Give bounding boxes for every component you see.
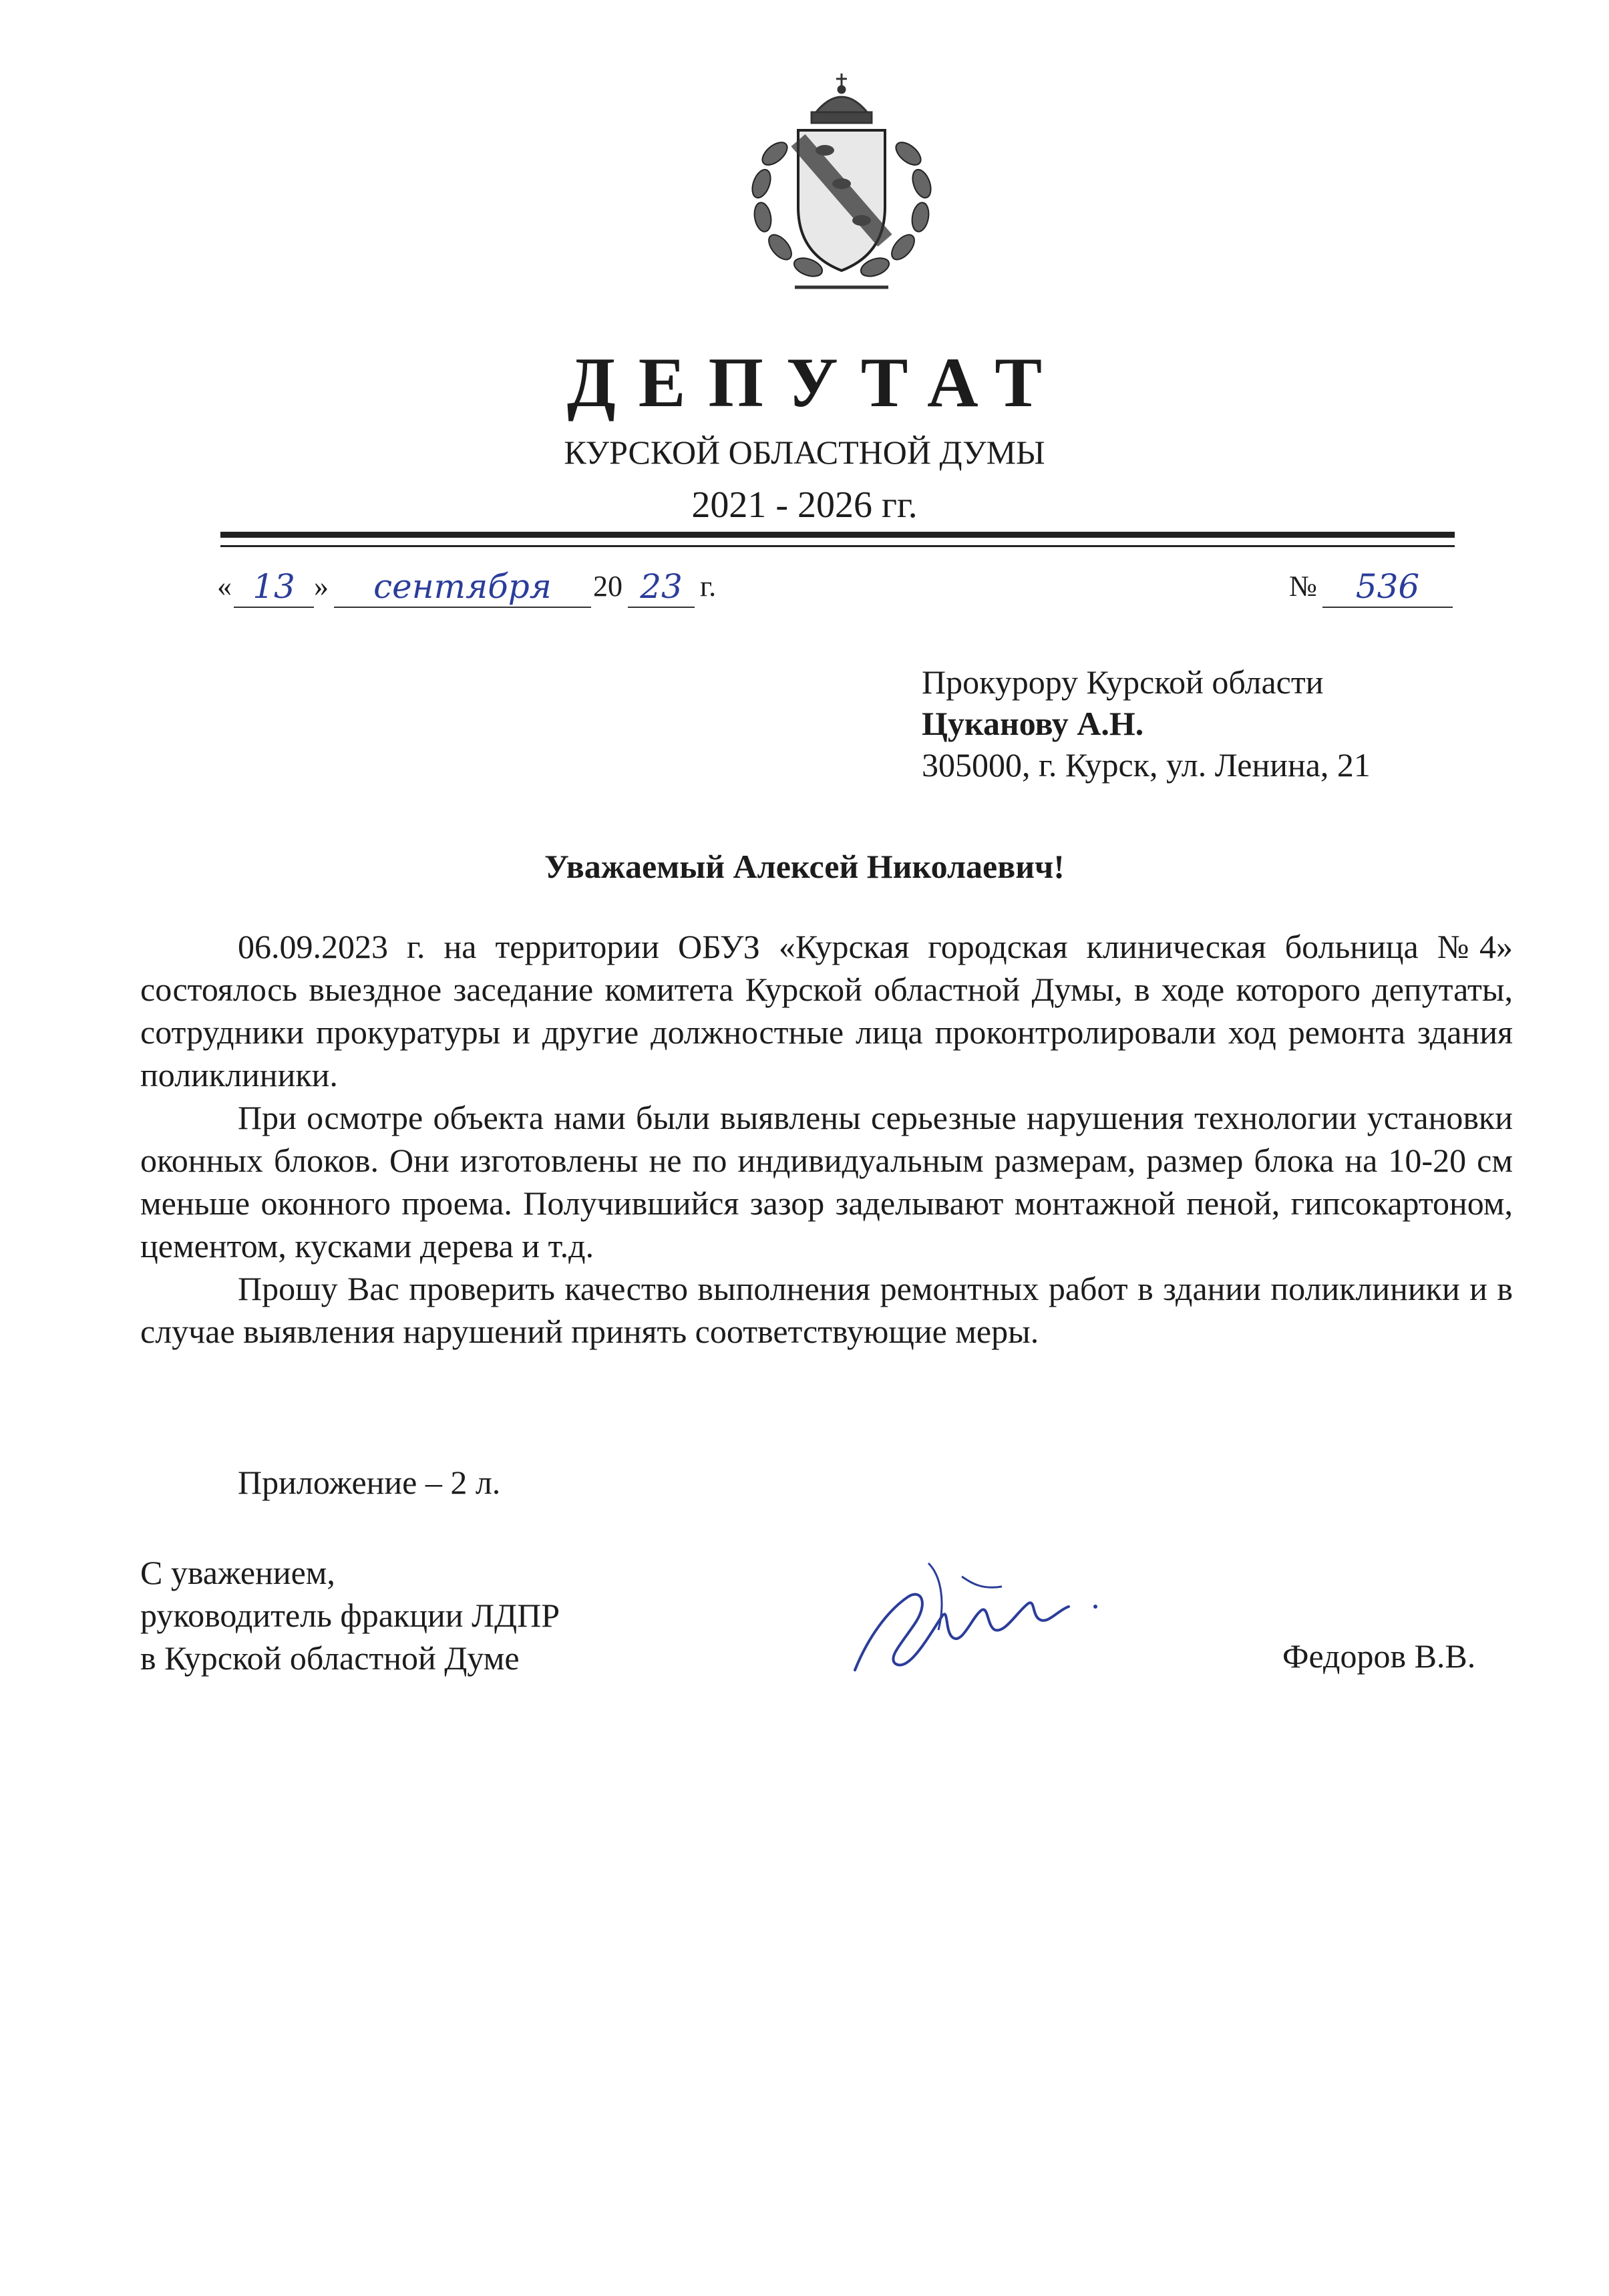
header-divider-thin xyxy=(220,545,1455,547)
date-year-unit: г. xyxy=(700,570,717,603)
body-paragraph: 06.09.2023 г. на территории ОБУЗ «Курская городская клиническая больница №4» состоялось выездное заседание комитета Курской областной Думы, в ходе которого депутаты, сотрудники прокуратуры и другие должностные лица проконтролировали ход ремонта здания поликлиники. xyxy=(140,928,1513,1094)
letter-body xyxy=(140,925,1513,1353)
closing-block xyxy=(140,1551,560,1679)
coat-of-arms-icon xyxy=(721,67,962,307)
date-day: 13 xyxy=(234,566,314,608)
signer-name: Федоров В.В. xyxy=(1282,1637,1476,1675)
header-title: ДЕПУТАТ xyxy=(566,343,1065,422)
signature-icon xyxy=(828,1536,1122,1697)
attachment-note: Приложение – 2 л. xyxy=(238,1464,501,1501)
doc-number-label: № xyxy=(1289,570,1317,603)
recipient-title: Прокурору Курской области xyxy=(922,663,1324,701)
header-years: 2021 - 2026 гг. xyxy=(691,484,918,526)
closing-line: С уважением, xyxy=(140,1554,335,1591)
header-subtitle: КУРСКОЙ ОБЛАСТНОЙ ДУМЫ xyxy=(564,434,1045,471)
recipient-block xyxy=(922,661,1371,786)
closing-line: руководитель фракции ЛДПР xyxy=(140,1597,560,1634)
closing-line: в Курской областной Думе xyxy=(140,1639,520,1677)
body-paragraph: Прошу Вас проверить качество выполнения ремонтных работ в здании поликлиники и в случае выявления нарушений принять соответствующие меры. xyxy=(140,1270,1513,1350)
date-quote-open: « xyxy=(217,570,232,603)
date-month: сентября xyxy=(334,566,591,608)
header-divider-thick xyxy=(220,532,1455,538)
recipient-name: Цуканову А.Н. xyxy=(922,705,1144,742)
date-year-prefix: 20 xyxy=(593,570,622,603)
date-quote-close: » xyxy=(314,570,329,603)
body-paragraph: При осмотре объекта нами были выявлены серьезные нарушения технологии установки оконных блоков. Они изготовлены не по индивидуальным размерам, размер блока на 10-20 см меньше оконного проема. Получившийся зазор заделывают монтажной пеной, гипсокартоном, цементом, кусками дерева и т.д. xyxy=(140,1099,1513,1265)
greeting: Уважаемый Алексей Николаевич! xyxy=(544,848,1065,885)
doc-number: 536 xyxy=(1322,566,1453,608)
date-year-suffix: 23 xyxy=(628,566,695,608)
recipient-address: 305000, г. Курск, ул. Ленина, 21 xyxy=(922,746,1371,784)
